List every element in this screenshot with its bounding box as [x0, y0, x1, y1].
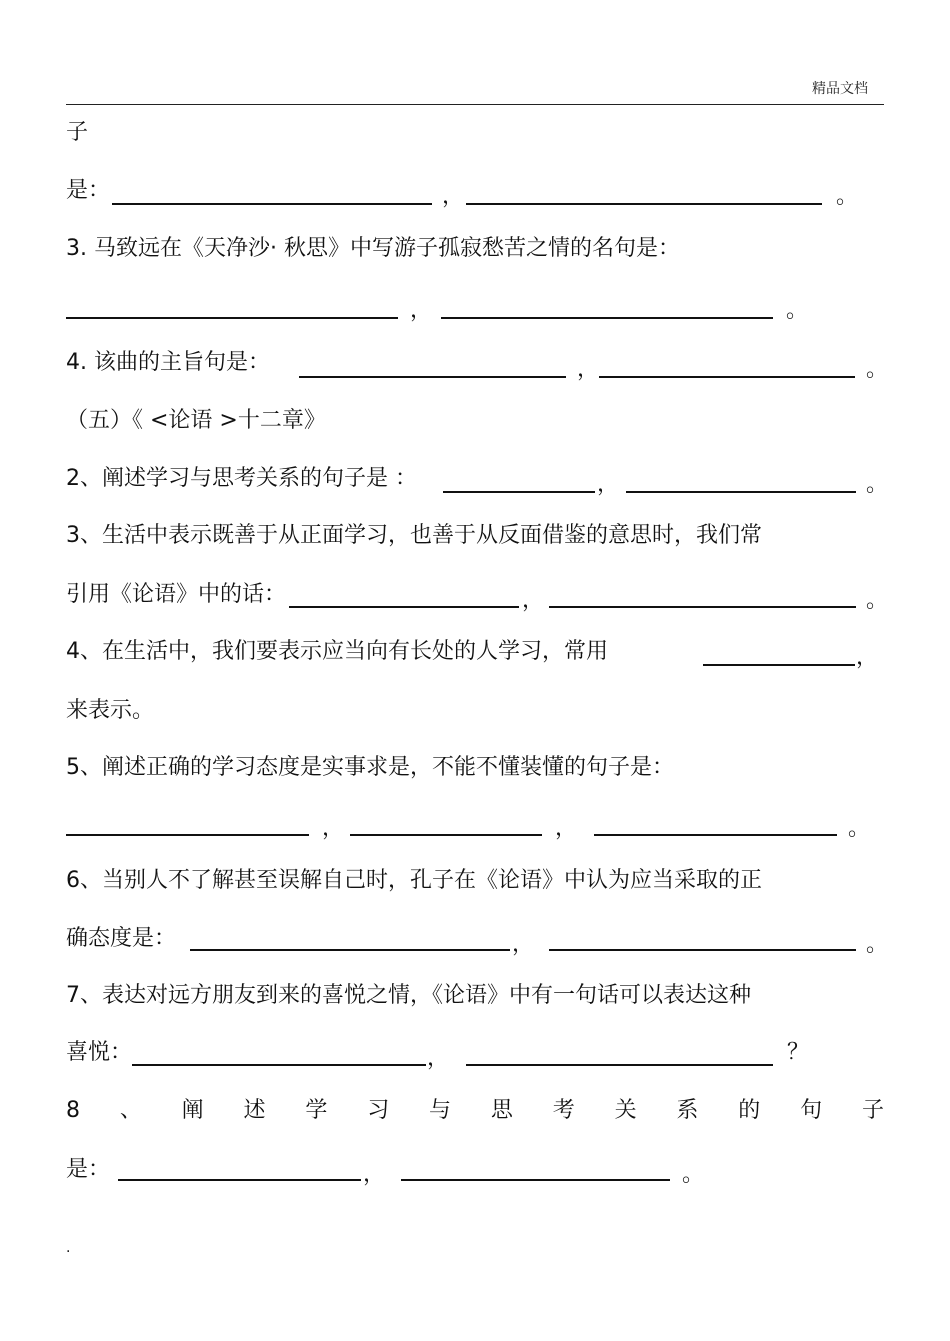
- question-text: 确态度是：: [66, 926, 177, 951]
- char: 学: [305, 1098, 328, 1123]
- answer-blank[interactable]: [466, 203, 822, 205]
- period: 。: [682, 1162, 705, 1187]
- comma: ，: [442, 184, 465, 209]
- answer-blank[interactable]: [703, 664, 855, 666]
- answer-blank[interactable]: [401, 1179, 670, 1181]
- period: 。: [866, 932, 889, 957]
- comma: ，: [555, 816, 578, 841]
- question-mark: ？: [787, 1040, 810, 1065]
- answer-blank[interactable]: [350, 834, 542, 836]
- period: 。: [848, 816, 871, 841]
- answer-blank[interactable]: [66, 317, 398, 319]
- period: 。: [866, 472, 889, 497]
- answer-blank[interactable]: [466, 1064, 773, 1066]
- answer-blank[interactable]: [132, 1064, 426, 1066]
- comma: ，: [512, 932, 535, 957]
- answer-blank[interactable]: [112, 203, 432, 205]
- section-title: （五）《 <论语 >十二章》: [66, 408, 326, 433]
- char: 考: [552, 1098, 575, 1123]
- char: 系: [676, 1098, 699, 1123]
- question-text-justified: [66, 1096, 884, 1126]
- comma: ，: [427, 1046, 450, 1071]
- char: 句: [800, 1098, 823, 1123]
- header-rule: [66, 104, 884, 105]
- question-text: 2、阐述学习与思考关系的句子是 ：: [66, 466, 417, 491]
- period: 。: [866, 357, 889, 382]
- answer-blank[interactable]: [118, 1179, 361, 1181]
- answer-blank[interactable]: [66, 834, 309, 836]
- comma: ，: [597, 472, 620, 497]
- comma: ，: [322, 816, 345, 841]
- char: 阐: [181, 1098, 204, 1123]
- question-text: 4、在生活中，我们要表示应当向有长处的人学习，常用: [66, 639, 608, 664]
- period: 。: [866, 588, 889, 613]
- question-text: 喜悦：: [66, 1040, 133, 1065]
- comma: ，: [577, 357, 600, 382]
- text-line: 子: [66, 120, 89, 145]
- question-text: 引用《论语》中的话：: [66, 582, 287, 607]
- comma: ，: [363, 1162, 386, 1187]
- char: 8: [66, 1098, 80, 1123]
- question-text: 4. 该曲的主旨句是：: [66, 350, 270, 375]
- question-text: 6、当别人不了解甚至误解自己时，孔子在《论语》中认为应当采取的正: [66, 868, 762, 893]
- comma: ，: [522, 588, 545, 613]
- text-line: 是：: [66, 1157, 111, 1182]
- text-line: 是：: [66, 178, 111, 203]
- char: 的: [738, 1098, 761, 1123]
- answer-blank[interactable]: [441, 317, 773, 319]
- answer-blank[interactable]: [289, 606, 519, 608]
- question-text: 5、阐述正确的学习态度是实事求是，不能不懂装懂的句子是：: [66, 755, 674, 780]
- char: 与: [429, 1098, 452, 1123]
- period: 。: [836, 184, 859, 209]
- answer-blank[interactable]: [443, 491, 595, 493]
- period: 。: [786, 298, 809, 323]
- char: 述: [243, 1098, 266, 1123]
- answer-blank[interactable]: [626, 491, 856, 493]
- char: 子: [861, 1098, 884, 1123]
- page-header-label: 精品文档: [812, 81, 868, 97]
- answer-blank[interactable]: [299, 376, 566, 378]
- comma: ，: [856, 645, 879, 670]
- answer-blank[interactable]: [549, 606, 856, 608]
- char: 习: [367, 1098, 390, 1123]
- answer-blank[interactable]: [599, 376, 855, 378]
- char: 思: [490, 1098, 513, 1123]
- text-line: 来表示。: [66, 698, 155, 723]
- char: 、: [119, 1098, 142, 1123]
- answer-blank[interactable]: [190, 949, 510, 951]
- question-text: 7、表达对远方朋友到来的喜悦之情，《论语》中有一句话可以表达这种: [66, 983, 751, 1008]
- answer-blank[interactable]: [549, 949, 856, 951]
- question-text: 3、生活中表示既善于从正面学习，也善于从反面借鉴的意思时，我们常: [66, 523, 762, 548]
- answer-blank[interactable]: [594, 834, 837, 836]
- comma: ，: [410, 298, 433, 323]
- char: 关: [614, 1098, 637, 1123]
- footer-dot: .: [66, 1240, 71, 1256]
- question-text: 3. 马致远在《天净沙· 秋思》中写游子孤寂愁苦之情的名句是：: [66, 236, 680, 261]
